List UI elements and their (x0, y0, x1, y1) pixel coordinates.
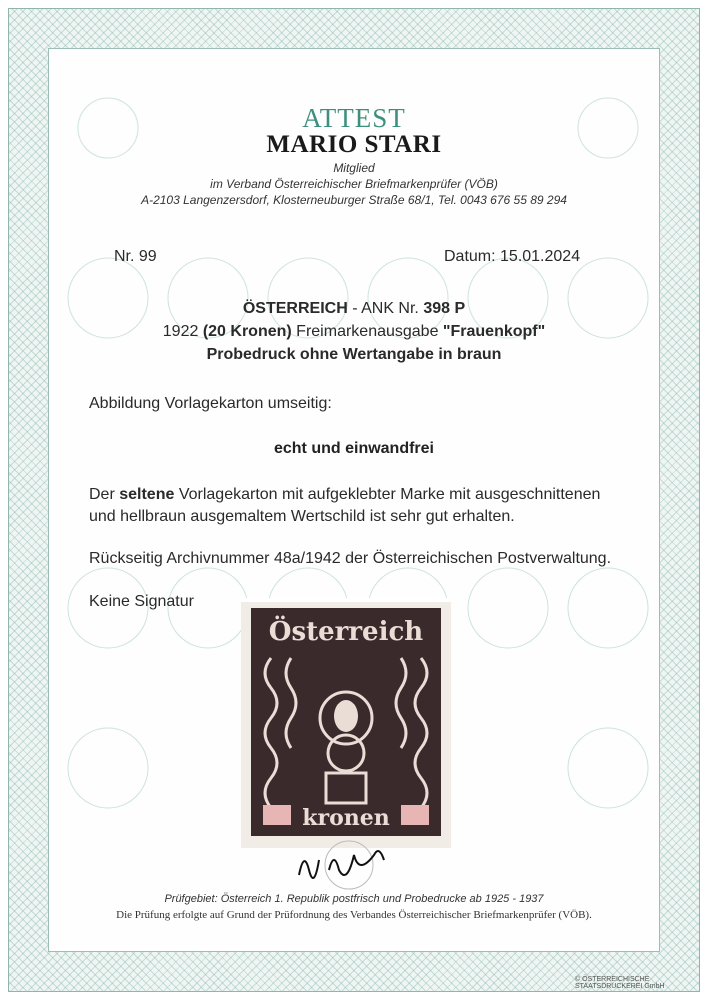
issue-type: Freimarkenausgabe (291, 323, 443, 340)
issue-year: 1922 (162, 323, 203, 340)
certificate-number: Nr. 99 (114, 248, 157, 265)
condition-text-c: Vorlagekarton mit aufgeklebter Marke mit ausgeschnittenen (174, 486, 601, 503)
footer-scope: Prüfgebiet: Österreich 1. Republik postfrisch und Probedrucke ab 1925 - 1937 (164, 893, 544, 905)
stamp-image (241, 598, 451, 848)
footer-regulation: Die Prüfung erfolgte auf Grund der Prüfordnung des Verbandes Österreichischer Briefmarkenprüfer (VÖB). (116, 909, 592, 921)
catalog-number: 398 P (423, 300, 466, 317)
certificate-date: Datum: 15.01.2024 (444, 248, 581, 265)
catalog-prefix: - ANK Nr. (347, 300, 424, 317)
catalog-line (0, 300, 708, 318)
issue-name: "Frauenkopf" (442, 323, 546, 340)
handwritten-signature (284, 840, 414, 890)
association-line: im Verband Österreichischer Briefmarkenprüfer (VÖB) (210, 177, 498, 191)
signature-note: Keine Signatur (89, 593, 194, 610)
member-label: Mitglied (333, 161, 375, 175)
issue-value: (20 Kronen) (202, 323, 292, 340)
examiner-name: MARIO STARI (266, 131, 442, 158)
illustration-note: Abbildung Vorlagekarton umseitig: (89, 395, 332, 412)
condition-rare: seltene (119, 486, 175, 503)
condition-text-a: Der (89, 486, 120, 503)
address-line: A-2103 Langenzersdorf, Klosterneuburger Straße 68/1, Tel. 0043 676 55 89 294 (141, 193, 567, 207)
archive-note: Rückseitig Archivnummer 48a/1942 der Österreichischen Postverwaltung. (89, 550, 612, 567)
attest-title: ATTEST (302, 103, 406, 133)
proof-description: Probedruck ohne Wertangabe in braun (206, 346, 502, 363)
stamp-currency-text: kronen (302, 805, 390, 831)
verdict: echt und einwandfrei (273, 440, 434, 457)
stamp-country-text: Österreich (268, 617, 424, 647)
printer-credit: © ÖSTERREICHISCHE STAATSDRUCKEREI GmbH (575, 976, 665, 990)
issue-line (0, 323, 708, 341)
country: ÖSTERREICH (242, 300, 348, 317)
condition-line-1 (89, 486, 600, 504)
condition-line-2: und hellbraun ausgemaltem Wertschild ist sehr gut erhalten. (89, 508, 515, 525)
